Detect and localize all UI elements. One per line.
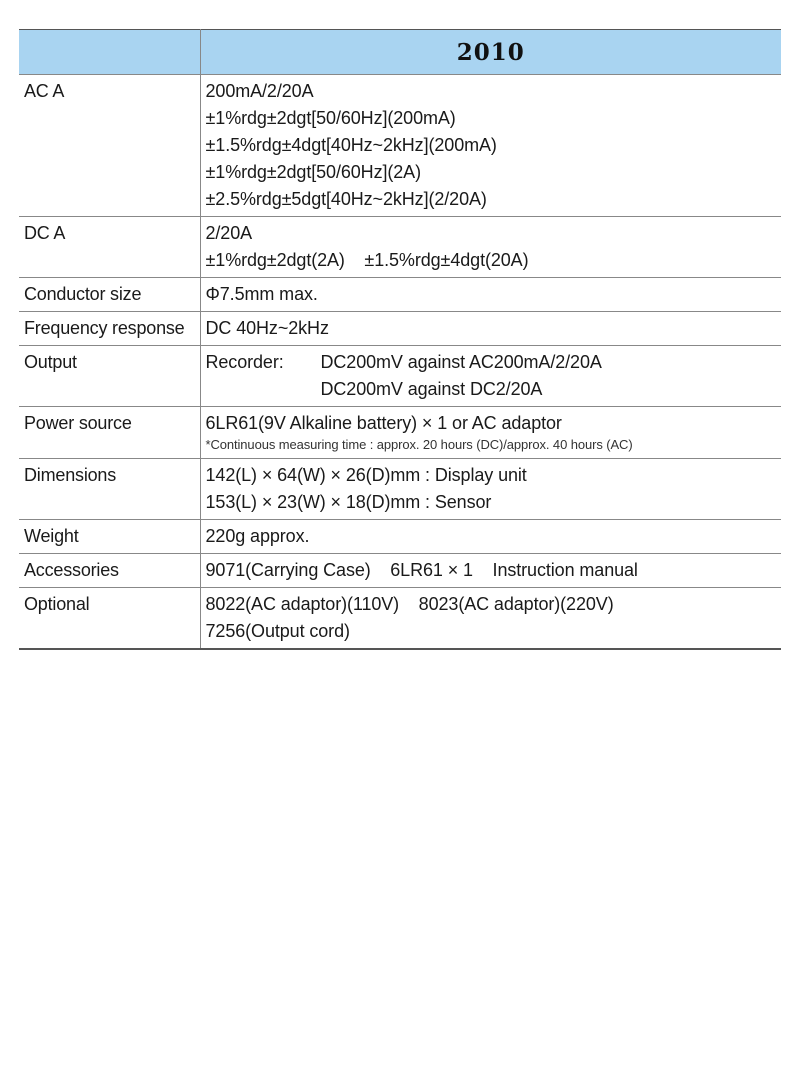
spec-label-output: Output bbox=[19, 346, 200, 407]
spec-value-power-source bbox=[200, 407, 781, 459]
model-header-cell bbox=[200, 30, 781, 75]
spec-label-dc-a: DC A bbox=[19, 217, 200, 278]
spec-value-weight bbox=[200, 520, 781, 554]
dimensions-display-unit: 142(L) × 64(W) × 26(D)mm : Display unit bbox=[205, 465, 527, 485]
spec-row-accessories bbox=[19, 554, 781, 588]
spec-label-power-source: Power source bbox=[19, 407, 200, 459]
dc-a-accuracy: ±1%rdg±2dgt(2A) ±1.5%rdg±4dgt(20A) bbox=[205, 250, 529, 270]
spec-row-frequency-response bbox=[19, 312, 781, 346]
ac-a-range: 200mA/2/20A bbox=[205, 81, 314, 101]
spec-value-conductor-size bbox=[200, 278, 781, 312]
ac-a-accuracy-2: ±1.5%rdg±4dgt[40Hz~2kHz](200mA) bbox=[205, 135, 497, 155]
spec-label-frequency-response: Frequency response bbox=[19, 312, 200, 346]
spec-value-ac-a bbox=[200, 75, 781, 217]
power-source-note: *Continuous measuring time : approx. 20 hours (DC)/approx. 40 hours (AC) bbox=[205, 437, 633, 452]
specification-table bbox=[19, 29, 781, 650]
weight-value: 220g approx. bbox=[205, 526, 310, 546]
optional-adaptors: 8022(AC adaptor)(110V) 8023(AC adaptor)(220V) bbox=[205, 594, 614, 614]
frequency-response-value: DC 40Hz~2kHz bbox=[205, 318, 329, 338]
accessories-value: 9071(Carrying Case) 6LR61 × 1 Instruction manual bbox=[205, 560, 638, 580]
spec-value-accessories bbox=[200, 554, 781, 588]
dimensions-sensor: 153(L) × 23(W) × 18(D)mm : Sensor bbox=[205, 492, 492, 512]
spec-row-power-source bbox=[19, 407, 781, 459]
dc-a-range: 2/20A bbox=[205, 223, 253, 243]
output-recorder-grid bbox=[206, 349, 777, 403]
spec-row-optional bbox=[19, 588, 781, 650]
spec-value-dimensions bbox=[200, 459, 781, 520]
ac-a-accuracy-1: ±1%rdg±2dgt[50/60Hz](200mA) bbox=[205, 108, 456, 128]
spec-label-optional: Optional bbox=[19, 588, 200, 650]
ac-a-accuracy-3: ±1%rdg±2dgt[50/60Hz](2A) bbox=[205, 162, 421, 182]
spec-value-dc-a bbox=[200, 217, 781, 278]
spec-label-weight: Weight bbox=[19, 520, 200, 554]
power-source-value: 6LR61(9V Alkaline battery) × 1 or AC adaptor bbox=[205, 413, 562, 433]
output-spacer bbox=[206, 376, 321, 403]
spec-row-dimensions bbox=[19, 459, 781, 520]
spec-value-output bbox=[200, 346, 781, 407]
header-row bbox=[19, 30, 781, 75]
spec-row-conductor-size bbox=[19, 278, 781, 312]
header-corner-cell bbox=[19, 30, 200, 75]
model-number: 2010 bbox=[456, 38, 525, 66]
output-line-2: DC200mV against DC2/20A bbox=[320, 379, 543, 399]
spec-row-ac-a bbox=[19, 75, 781, 217]
spec-row-weight bbox=[19, 520, 781, 554]
spec-label-accessories: Accessories bbox=[19, 554, 200, 588]
spec-label-conductor-size: Conductor size bbox=[19, 278, 200, 312]
ac-a-accuracy-4: ±2.5%rdg±5dgt[40Hz~2kHz](2/20A) bbox=[205, 189, 487, 209]
output-recorder-label: Recorder: bbox=[205, 352, 284, 372]
spec-label-dimensions: Dimensions bbox=[19, 459, 200, 520]
spec-label-ac-a: AC A bbox=[19, 75, 200, 217]
conductor-size-value: Φ7.5mm max. bbox=[205, 284, 318, 304]
spec-row-dc-a bbox=[19, 217, 781, 278]
output-line-1: DC200mV against AC200mA/2/20A bbox=[320, 352, 602, 372]
spec-value-optional bbox=[200, 588, 781, 650]
optional-output-cord: 7256(Output cord) bbox=[205, 621, 350, 641]
spec-row-output bbox=[19, 346, 781, 407]
spec-value-frequency-response bbox=[200, 312, 781, 346]
